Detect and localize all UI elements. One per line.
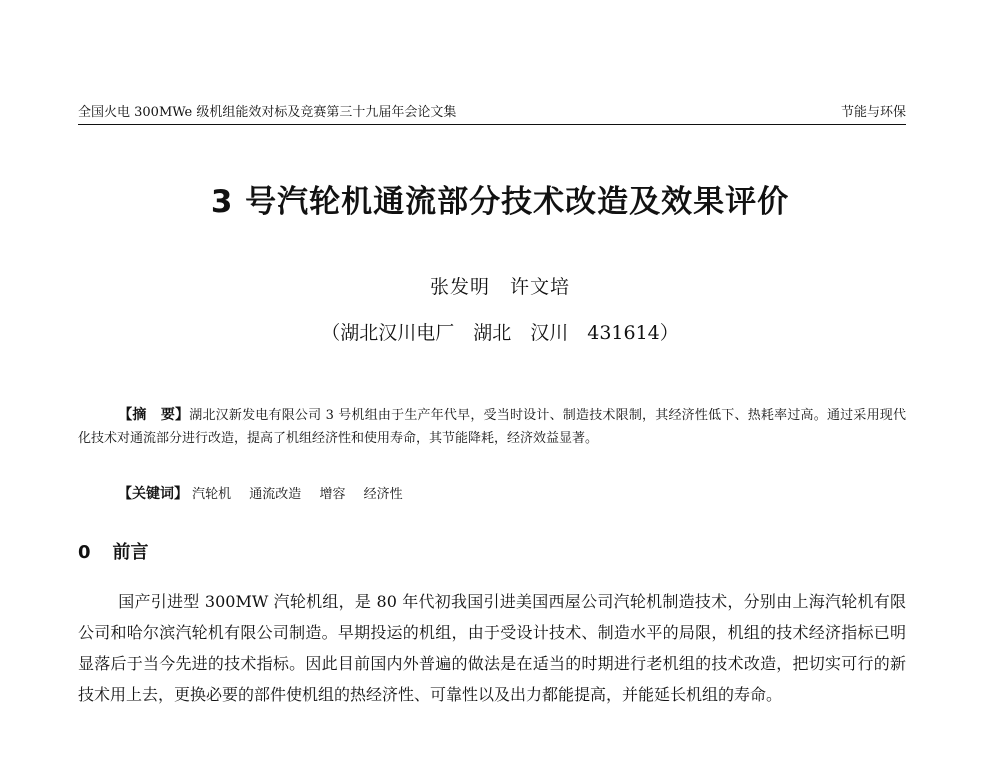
keyword: 通流改造 (249, 487, 302, 502)
affiliation: （湖北汉川电厂 湖北 汉川 431614） (321, 322, 679, 344)
body-paragraph (78, 586, 906, 710)
running-header-left: 全国火电 300MWe 级机组能效对标及竞赛第三十九届年会论文集 (78, 105, 457, 120)
abstract-text: 湖北汉新发电有限公司 3 号机组由于生产年代早，受当时设计、制造技术限制，其经济性低下、热耗率过高。通过采用现代化技术对通流部分进行改造，提高了机组经济性和使用寿命，其节能降耗，经济效益显著。 (78, 408, 906, 446)
keywords-label: 【关键词】 (118, 486, 188, 502)
keyword: 汽轮机 (192, 487, 232, 502)
abstract (78, 404, 906, 450)
keywords (78, 484, 906, 505)
body-paragraph-text: 国产引进型 300MW 汽轮机组，是 80 年代初我国引进美国西屋公司汽轮机制造技术，分别由上海汽轮机有限公司和哈尔滨汽轮机有限公司制造。早期投运的机组，由于受设计技术、制造水平的局限，机组的技术经济指标已明显落后于当今先进的技术指标。因此目前国内外普遍的做法是在适当的时期进行老机组的技术改造，把切实可行的新技术用上去，更换必要的部件使机组的热经济性、可靠性以及出力都能提高，并能延长机组的寿命。 (78, 592, 906, 704)
section-number: 0 (78, 542, 91, 563)
keyword: 经济性 (363, 487, 403, 502)
running-header (78, 104, 906, 125)
abstract-label: 【摘 要】 (118, 407, 190, 423)
section-title: 前言 (112, 542, 149, 563)
keyword: 增容 (319, 487, 346, 502)
section-heading (78, 538, 149, 564)
running-header-right: 节能与环保 (840, 105, 906, 120)
paper-title: 3 号汽轮机通流部分技术改造及效果评价 (210, 184, 790, 220)
authors: 张发明 许文培 (429, 276, 570, 298)
